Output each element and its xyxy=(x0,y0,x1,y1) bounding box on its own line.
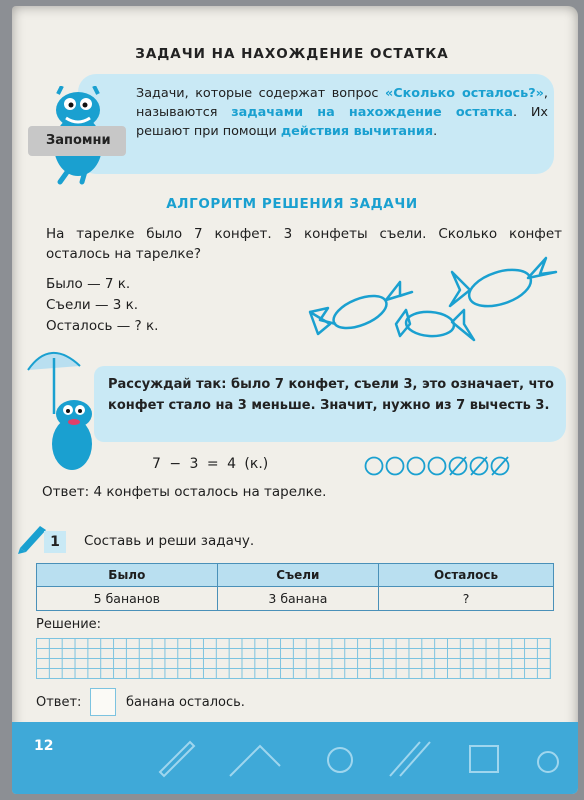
algorithm-heading: АЛГОРИТМ РЕШЕНИЯ ЗАДАЧИ xyxy=(166,196,418,212)
remember-text-part: Задачи, которые содержат вопрос xyxy=(136,86,385,101)
task-table xyxy=(36,563,554,611)
algorithm-answer: Ответ: 4 конфеты осталось на тарелке. xyxy=(42,484,327,500)
remember-text-part: . Их решают при помощи xyxy=(136,105,548,139)
solution-label: Решение: xyxy=(36,617,102,632)
answer-label: Ответ: xyxy=(36,695,82,710)
table-header-eaten: Съели xyxy=(217,564,378,587)
table-cell-had: 5 бананов xyxy=(37,587,218,611)
circle-mark xyxy=(429,458,446,475)
solution-grid[interactable] xyxy=(36,638,551,679)
remember-text-part: , называются xyxy=(136,86,548,120)
answer-suffix: банана осталось. xyxy=(126,695,245,710)
page-number: 12 xyxy=(34,738,54,754)
note-line-left: Осталось — ? к. xyxy=(46,318,159,334)
table-header-had: Было xyxy=(37,564,218,587)
candies-illustration xyxy=(300,250,560,360)
circle-mark xyxy=(387,458,404,475)
table-row xyxy=(37,587,554,611)
page-title: ЗАДАЧИ НА НАХОЖДЕНИЕ ОСТАТКА xyxy=(135,46,449,62)
remember-highlight-term: задачами на нахождение остатка xyxy=(231,105,513,120)
circle-mark xyxy=(366,458,383,475)
table-cell-eaten: 3 банана xyxy=(217,587,378,611)
note-line-had: Было — 7 к. xyxy=(46,276,131,292)
note-line-eaten: Съели — 3 к. xyxy=(46,297,139,313)
remember-text xyxy=(136,84,548,141)
remember-text-part: . xyxy=(433,124,438,139)
remember-highlight-action: действия вычитания xyxy=(280,124,434,139)
table-header-left: Осталось xyxy=(379,564,554,587)
task-number: 1 xyxy=(44,531,66,553)
remember-tab xyxy=(28,126,126,156)
table-cell-left: ? xyxy=(379,587,554,611)
problem-text: На тарелке было 7 конфет. 3 конфеты съели. Сколько конфет осталось на тарелке? xyxy=(46,226,562,262)
answer-input-box[interactable] xyxy=(90,688,116,716)
equation: 7 − 3 = 4 (к.) xyxy=(152,456,269,472)
task-instruction: Составь и реши задачу. xyxy=(84,533,255,549)
circles-diagram xyxy=(364,455,524,477)
circle-mark xyxy=(408,458,425,475)
remember-tab-label: Запомни xyxy=(46,133,111,148)
remember-highlight-question: «Сколько осталось?» xyxy=(384,86,544,101)
problem-short-notes xyxy=(46,274,158,337)
school-supplies-pattern-icon xyxy=(150,732,570,788)
reasoning-text: Рассуждай так: было 7 конфет, съели 3, это означает, что конфет стало на 3 меньше. Значит, нужно из 7 вычесть 3. xyxy=(108,377,554,413)
